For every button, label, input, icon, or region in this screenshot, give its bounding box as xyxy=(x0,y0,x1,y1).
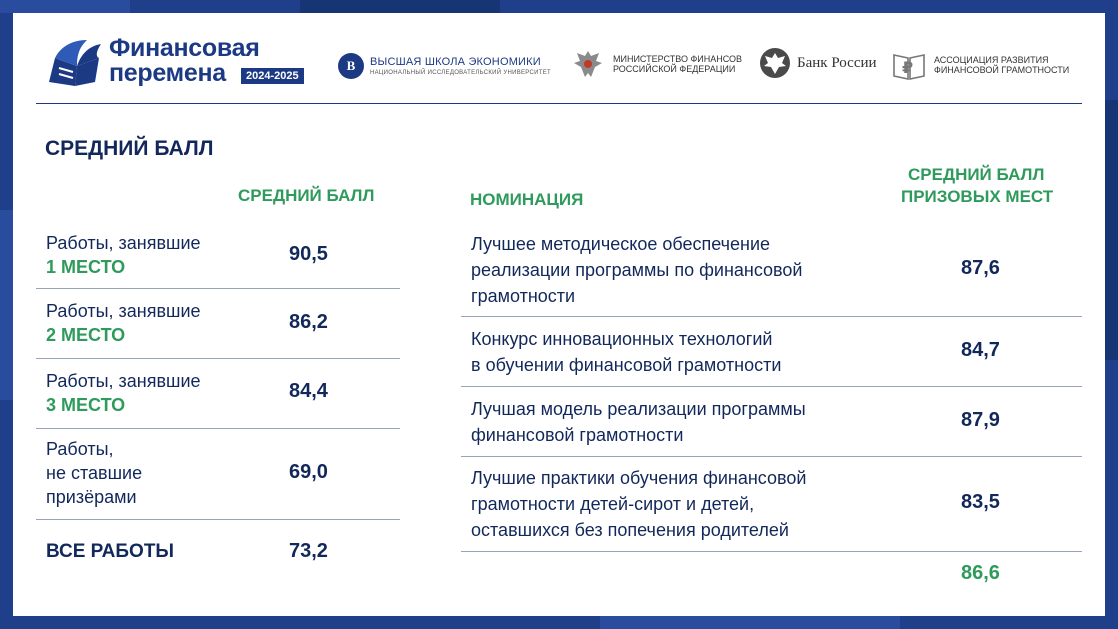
row-place: 3 МЕСТО xyxy=(46,395,126,415)
bird-book-icon xyxy=(47,38,103,88)
row-value: 84,7 xyxy=(961,339,1000,361)
page-title: СРЕДНИЙ БАЛЛ xyxy=(45,137,214,160)
minfin-line1: МИНИСТЕРСТВО ФИНАНСОВ xyxy=(613,54,743,64)
bank-name: Банк России xyxy=(797,54,877,71)
table-row xyxy=(461,317,1082,387)
logo-years-badge: 2024-2025 xyxy=(241,68,304,84)
prize-score-header-line1: СРЕДНИЙ БАЛЛ xyxy=(908,165,1045,184)
bg-block xyxy=(0,0,130,13)
row-label-line: Лучшее методическое обеспечение xyxy=(471,234,771,254)
row-value: 84,4 xyxy=(289,380,328,402)
row-label-line: Лучшая модель реализации программы xyxy=(471,399,806,419)
logo-title-line2: перемена xyxy=(109,59,226,87)
row-label: Работы, занявшие xyxy=(46,233,201,253)
table-row xyxy=(36,359,400,429)
hse-name: ВЫСШАЯ ШКОЛА ЭКОНОМИКИ xyxy=(370,56,541,68)
hse-subtitle: НАЦИОНАЛЬНЫЙ ИССЛЕДОВАТЕЛЬСКИЙ УНИВЕРСИТЕТ xyxy=(370,70,552,76)
header-divider xyxy=(36,103,1082,104)
slide-card xyxy=(13,13,1105,616)
afg-logo xyxy=(892,49,1069,81)
row-label-line: Лучшие практики обучения финансовой xyxy=(471,468,807,488)
prize-score-header-line2: ПРИЗОВЫХ МЕСТ xyxy=(901,187,1054,206)
total-label: ВСЕ РАБОТЫ xyxy=(46,541,175,562)
hse-emblem-icon: В xyxy=(338,53,364,79)
row-value: 86,2 xyxy=(289,311,328,333)
row-place: 1 МЕСТО xyxy=(46,257,126,277)
row-value: 90,5 xyxy=(289,243,328,265)
table-row xyxy=(461,457,1082,552)
total-value: 73,2 xyxy=(289,540,328,562)
row-place: 2 МЕСТО xyxy=(46,325,126,345)
total-value: 86,6 xyxy=(961,562,1000,584)
table-row xyxy=(461,225,1082,317)
ruble-book-icon xyxy=(892,49,926,81)
row-label-line: не ставшие xyxy=(46,463,143,483)
afg-line1: АССОЦИАЦИЯ РАЗВИТИЯ xyxy=(934,55,1049,65)
table-row xyxy=(36,289,400,359)
minfin-logo xyxy=(571,47,742,81)
row-value: 87,9 xyxy=(961,409,1000,431)
bank-of-russia-logo xyxy=(759,47,877,79)
row-label-line: реализации программы по финансовой xyxy=(471,260,803,280)
svg-text:₽: ₽ xyxy=(902,58,914,77)
bg-block xyxy=(1105,100,1118,360)
row-label: Работы, занявшие xyxy=(46,301,201,321)
hse-logo xyxy=(338,53,551,79)
bg-block xyxy=(300,0,500,13)
left-score-header: СРЕДНИЙ БАЛЛ xyxy=(238,186,375,205)
minfin-line2: РОССИЙСКОЙ ФЕДЕРАЦИИ xyxy=(613,64,736,74)
table-row xyxy=(461,387,1082,457)
row-label-line: финансовой грамотности xyxy=(471,425,684,445)
row-label-line: оставшихся без попечения родителей xyxy=(471,520,789,540)
logo-title-line1: Финансовая xyxy=(109,34,260,62)
eagle-emblem-icon xyxy=(571,47,605,81)
financial-break-logo xyxy=(47,36,302,90)
bg-block xyxy=(600,616,900,629)
bank-eagle-icon xyxy=(759,47,791,79)
row-value: 83,5 xyxy=(961,491,1000,513)
row-label-line: Работы, xyxy=(46,439,114,459)
row-value: 87,6 xyxy=(961,257,1000,279)
row-label-line: грамотности xyxy=(471,286,576,306)
row-label-line: Конкурс инновационных технологий xyxy=(471,329,773,349)
row-label-line: в обучении финансовой грамотности xyxy=(471,355,782,375)
row-label-line: призёрами xyxy=(46,487,137,507)
nomination-header: НОМИНАЦИЯ xyxy=(470,190,584,209)
table-row xyxy=(36,429,400,520)
row-label: Работы, занявшие xyxy=(46,371,201,391)
row-label-line: грамотности детей-сирот и детей, xyxy=(471,494,755,514)
total-row xyxy=(461,552,1082,602)
afg-line2: ФИНАНСОВОЙ ГРАМОТНОСТИ xyxy=(934,65,1070,75)
table-row xyxy=(36,225,400,289)
bg-block xyxy=(0,210,13,400)
total-row xyxy=(36,520,400,580)
row-value: 69,0 xyxy=(289,461,328,483)
